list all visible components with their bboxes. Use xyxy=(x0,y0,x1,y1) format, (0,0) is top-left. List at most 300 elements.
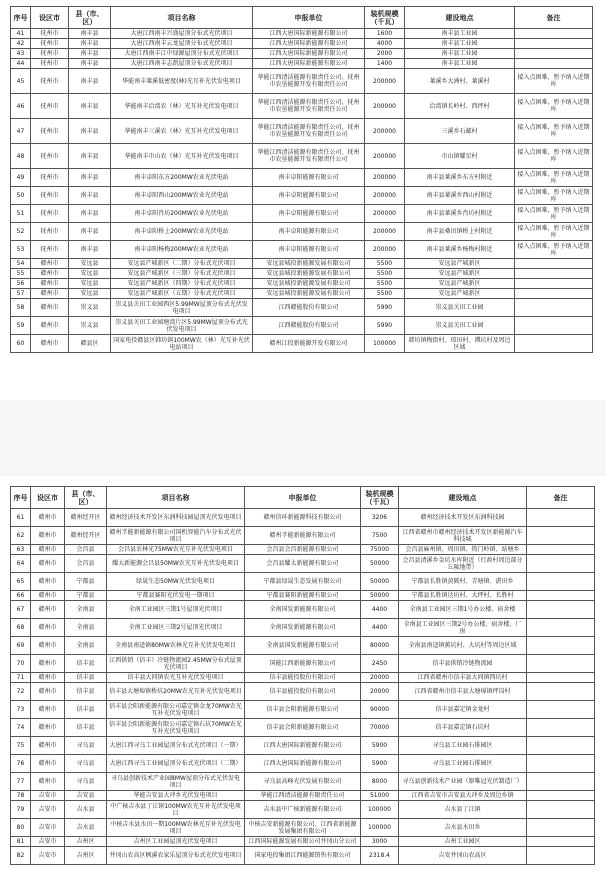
cell-remarks xyxy=(527,819,595,837)
cell-county: 全南县 xyxy=(65,601,107,619)
cell-remarks: 接入点困难，暂予纳入近期库 xyxy=(515,187,593,205)
cell-remarks xyxy=(527,791,595,801)
cell-applicant: 江西大唐国际新能源有限公司 xyxy=(253,29,365,39)
cell-remarks xyxy=(515,289,593,299)
cell-location: 安远县产城新区 xyxy=(405,289,515,299)
cell-county: 宁都县 xyxy=(65,591,107,601)
cell-city: 赣州市 xyxy=(31,279,69,289)
cell-index: 41 xyxy=(11,29,31,39)
cell-city: 赣州市 xyxy=(31,673,65,683)
cell-index: 80 xyxy=(11,819,31,837)
cell-county: 全南县 xyxy=(65,619,107,637)
header-capacity: 装机规模（千瓦） xyxy=(361,487,399,509)
cell-city: 吉安市 xyxy=(31,801,65,819)
cell-location: 崇义县关田工业园 xyxy=(405,299,515,317)
table-row xyxy=(11,555,595,573)
cell-city: 赣州市 xyxy=(31,527,65,545)
cell-remarks xyxy=(515,39,593,49)
cell-city: 吉安市 xyxy=(31,791,65,801)
cell-applicant: 全南县国发新能源有限公司 xyxy=(245,637,361,655)
cell-project-name: 信丰县会阳新能源有限公司嘉定镇金龙70MW农光互补光伏发电项目 xyxy=(107,701,245,719)
table-row xyxy=(11,573,595,591)
cell-city: 抚州市 xyxy=(31,29,69,39)
cell-remarks xyxy=(527,601,595,619)
cell-remarks xyxy=(527,673,595,683)
cell-project-name: 华能南丰洽湾农（林）光互补光伏发电项目 xyxy=(111,94,253,119)
cell-capacity: 200000 xyxy=(365,187,405,205)
cell-applicant: 国能江西新能源有限公司 xyxy=(245,655,361,673)
header-capacity: 装机规模（千瓦） xyxy=(365,7,405,29)
cell-project-name: 中广核吉水县丁江镇100MW农光互补光伏发电项目 xyxy=(107,801,245,819)
table-row xyxy=(11,241,593,259)
cell-applicant: 安远县城投新能源发展有限公司 xyxy=(253,289,365,299)
cell-city: 赣州市 xyxy=(31,335,69,353)
cell-location: 吉安井冈山农高区 xyxy=(399,847,527,865)
cell-county: 吉州区 xyxy=(65,847,107,865)
cell-city: 抚州市 xyxy=(31,169,69,187)
cell-capacity: 20000 xyxy=(361,683,399,701)
cell-project-name: 宁都县赛阳光伏发电一期项目 xyxy=(107,591,245,601)
cell-project-name: 会昌县农林光75MW农光互补光伏发电项目 xyxy=(107,545,245,555)
cell-county: 南丰县 xyxy=(69,169,111,187)
cell-location: 赣州经济技术开发区东润科技园 xyxy=(399,509,527,527)
header-city: 设区市 xyxy=(31,487,65,509)
table-row xyxy=(11,527,595,545)
cell-remarks xyxy=(515,259,593,269)
cell-applicant: 华能江西清洁能源有限责任公司、抚州市农垦能源开发有限责任公司 xyxy=(253,144,365,169)
cell-location: 江西省赣州市赣州经济技术开发区新能源汽车科技城 xyxy=(399,527,527,545)
cell-city: 赣州市 xyxy=(31,591,65,601)
table-row xyxy=(11,791,595,801)
cell-index: 45 xyxy=(11,69,31,94)
cell-project-name: 大唐江西南丰云龙屋顶分布式光伏项目 xyxy=(111,39,253,49)
cell-index: 62 xyxy=(11,527,31,545)
cell-capacity: 3000 xyxy=(361,837,399,847)
cell-capacity: 100000 xyxy=(361,801,399,819)
cell-project-name: 大唐江西寻乌工业园屋顶分布式光伏项目（一期） xyxy=(107,737,245,755)
cell-applicant: 全南国发新能源有限公司 xyxy=(245,601,361,619)
cell-remarks xyxy=(515,269,593,279)
cell-index: 75 xyxy=(11,737,31,755)
cell-applicant: 江西赣能股份有限公司 xyxy=(253,317,365,335)
cell-county: 吉安县 xyxy=(65,791,107,801)
cell-applicant: 华能江西清洁能源有限责任公司、抚州市农垦能源开发有限责任公司 xyxy=(253,94,365,119)
cell-county: 会昌县 xyxy=(65,545,107,555)
cell-city: 赣州市 xyxy=(31,637,65,655)
header-county: 县（市、区） xyxy=(69,7,111,29)
cell-city: 赣州市 xyxy=(31,299,69,317)
table-row xyxy=(11,719,595,737)
table-row xyxy=(11,49,593,59)
cell-capacity: 4400 xyxy=(361,619,399,637)
cell-project-name: 南丰卓阳东方200MW农业光伏电站 xyxy=(111,169,253,187)
cell-capacity: 200000 xyxy=(365,169,405,187)
cell-location: 莱溪乡大洲村、莱溪村 xyxy=(405,69,515,94)
cell-capacity: 5990 xyxy=(365,299,405,317)
cell-applicant: 安远县城投新能源发展有限公司 xyxy=(253,279,365,289)
cell-remarks: 接入点困难，暂予纳入近期库 xyxy=(515,241,593,259)
cell-capacity: 2318.4 xyxy=(361,847,399,865)
cell-city: 抚州市 xyxy=(31,205,69,223)
cell-capacity: 4400 xyxy=(361,601,399,619)
cell-remarks: 接入点困难，暂予纳入近期库 xyxy=(515,205,593,223)
cell-county: 信丰县 xyxy=(65,655,107,673)
cell-remarks: 接入点困难，暂予纳入近期库 xyxy=(515,223,593,241)
header-location: 建设地点 xyxy=(405,7,515,29)
cell-applicant: 中核吉安新能源有限公司、江西省新能源发展集团有限公司 xyxy=(245,819,361,837)
cell-index: 82 xyxy=(11,847,31,865)
cell-project-name: 中核吉水县水田一期100MW农林光互补光伏发电项目 xyxy=(107,819,245,837)
cell-city: 赣州市 xyxy=(31,701,65,719)
cell-county: 南丰县 xyxy=(69,69,111,94)
table-row xyxy=(11,837,595,847)
cell-county: 全南县 xyxy=(65,637,107,655)
cell-index: 43 xyxy=(11,49,31,59)
cell-index: 71 xyxy=(11,673,31,683)
cell-location: 寻乌县工业园石排园区 xyxy=(399,737,527,755)
cell-applicant: 华能江西清洁能源有限责任公司、抚州市农垦能源开发有限责任公司 xyxy=(253,119,365,144)
cell-county: 安远县 xyxy=(69,259,111,269)
cell-index: 79 xyxy=(11,801,31,819)
cell-project-name: 华能南丰莱溪低密度(林)光互补光伏发电项目 xyxy=(111,69,253,94)
cell-project-name: 大唐江西南丰江中绿源屋顶分布式光伏项目 xyxy=(111,49,253,59)
cell-location: 安远县产城新区 xyxy=(405,279,515,289)
cell-city: 赣州市 xyxy=(31,601,65,619)
cell-location: 寻乌县工业园石排园区 xyxy=(399,755,527,773)
cell-city: 赣州市 xyxy=(31,259,69,269)
cell-index: 44 xyxy=(11,59,31,69)
cell-applicant: 江西国际能源发展有限公司井冈山分公司 xyxy=(245,837,361,847)
cell-applicant: 吉水县中广核新能源有限公司 xyxy=(245,801,361,819)
cell-county: 安远县 xyxy=(69,279,111,289)
cell-county: 南丰县 xyxy=(69,94,111,119)
cell-county: 吉水县 xyxy=(65,801,107,819)
cell-project-name: 江西供销（信丰）冷链物流园2.45MW分布式屋顶光伏项目 xyxy=(107,655,245,673)
table-row xyxy=(11,701,595,719)
cell-location: 南丰县工业园 xyxy=(405,49,515,59)
cell-applicant: 江西大唐国际新能源有限公司 xyxy=(253,49,365,59)
cell-applicant: 宁都县赛阳新能源有限公司 xyxy=(245,591,361,601)
cell-project-name: 南丰卓阳西山200MW农业光伏电站 xyxy=(111,187,253,205)
cell-capacity: 200000 xyxy=(365,119,405,144)
cell-county: 会昌县 xyxy=(65,555,107,573)
cell-project-name: 安远县产城新区（四期）分布式光伏项目 xyxy=(111,279,253,289)
cell-applicant: 信丰县能投股份有限公司 xyxy=(245,673,361,683)
cell-county: 崇义县 xyxy=(69,299,111,317)
table-row xyxy=(11,655,595,673)
cell-remarks xyxy=(515,49,593,59)
cell-capacity: 50000 xyxy=(361,573,399,591)
cell-location: 全南县工业园区三期2号办公楼、宿舍楼、厂房 xyxy=(399,619,527,637)
cell-index: 67 xyxy=(11,601,31,619)
cell-applicant: 南丰卓阳能源有限公司 xyxy=(253,169,365,187)
cell-county: 南丰县 xyxy=(69,187,111,205)
cell-capacity: 200000 xyxy=(365,205,405,223)
cell-remarks xyxy=(515,299,593,317)
cell-location: 安远县产城新区 xyxy=(405,259,515,269)
cell-index: 50 xyxy=(11,187,31,205)
header-location: 建设地点 xyxy=(399,487,527,509)
cell-location: 市山镇耀星村 xyxy=(405,144,515,169)
cell-remarks xyxy=(527,719,595,737)
header-project-name: 项目名称 xyxy=(107,487,245,509)
page-gap xyxy=(0,400,606,476)
cell-location: 全南县工业园区三期1号办公楼、宿舍楼 xyxy=(399,601,527,619)
cell-county: 信丰县 xyxy=(65,683,107,701)
cell-city: 抚州市 xyxy=(31,144,69,169)
cell-location: 信丰县供销冷链物流园 xyxy=(399,655,527,673)
cell-index: 60 xyxy=(11,335,31,353)
cell-remarks xyxy=(527,619,595,637)
cell-city: 赣州市 xyxy=(31,509,65,527)
cell-location: 南丰县莱溪乡杨梅村附近 xyxy=(405,241,515,259)
cell-project-name: 信丰县会阳新能源有限公司嘉定镇石坑70MW农光互补光伏发电项目 xyxy=(107,719,245,737)
header-remarks: 备注 xyxy=(515,7,593,29)
cell-index: 69 xyxy=(11,637,31,655)
cell-index: 65 xyxy=(11,573,31,591)
cell-applicant: 信丰县会阳新能源有限公司 xyxy=(245,719,361,737)
cell-remarks xyxy=(527,773,595,791)
table-row xyxy=(11,144,593,169)
cell-capacity: 200000 xyxy=(365,69,405,94)
cell-applicant: 信丰县能投股份有限公司 xyxy=(245,683,361,701)
cell-project-name: 信丰县大塘埠镇桥坑20MW农光互补光伏发电项目 xyxy=(107,683,245,701)
cell-applicant: 江西大唐国际新能源有限公司 xyxy=(253,59,365,69)
table-row xyxy=(11,737,595,755)
cell-location: 安远县产城新区 xyxy=(405,269,515,279)
cell-county: 吉州区 xyxy=(65,837,107,847)
cell-location: 韩坊镇梅街村、琼田村、潭坑村及周边区域 xyxy=(405,335,515,353)
cell-project-name: 全南工业园区三期2号屋顶光伏项目 xyxy=(107,619,245,637)
cell-location: 宁都县长胜镇达坊村、大坪村、长胜村 xyxy=(399,591,527,601)
cell-location: 南丰县莱溪乡肖坊村附近 xyxy=(405,205,515,223)
cell-applicant: 华能江西清洁能源有限责任公司 xyxy=(245,791,361,801)
cell-remarks: 接入点困难，暂予纳入近期库 xyxy=(515,144,593,169)
cell-index: 81 xyxy=(11,837,31,847)
table-row xyxy=(11,683,595,701)
cell-capacity: 1400 xyxy=(365,59,405,69)
table-row xyxy=(11,269,593,279)
cell-index: 64 xyxy=(11,555,31,573)
cell-city: 赣州市 xyxy=(31,655,65,673)
table-row xyxy=(11,673,595,683)
cell-remarks: 接入点困难，暂予纳入近期库 xyxy=(515,169,593,187)
cell-index: 52 xyxy=(11,223,31,241)
cell-remarks xyxy=(527,737,595,755)
table-row xyxy=(11,819,595,837)
cell-project-name: 大唐江西南丰志凯屋顶分布式光伏项目 xyxy=(111,59,253,69)
cell-index: 48 xyxy=(11,144,31,169)
cell-location: 会昌县麻州镇、周田镇、筠门岭镇、站塘乡 xyxy=(399,545,527,555)
cell-capacity: 200000 xyxy=(365,241,405,259)
cell-project-name: 寻乌县创新技术产业园8MW屋顶分布式光伏发电项目 xyxy=(107,773,245,791)
cell-remarks xyxy=(527,555,595,573)
cell-capacity: 20000 xyxy=(361,673,399,683)
table-row xyxy=(11,847,595,865)
cell-capacity: 5900 xyxy=(361,737,399,755)
cell-index: 68 xyxy=(11,619,31,637)
cell-remarks xyxy=(527,683,595,701)
cell-county: 南丰县 xyxy=(69,223,111,241)
cell-capacity: 5990 xyxy=(365,317,405,335)
cell-index: 58 xyxy=(11,299,31,317)
cell-applicant: 全南国发新能源有限公司 xyxy=(245,619,361,637)
table-header-row xyxy=(11,487,595,509)
cell-location: 信丰县嘉定镇石坑村 xyxy=(399,719,527,737)
cell-county: 寻乌县 xyxy=(65,755,107,773)
table-row xyxy=(11,591,595,601)
cell-applicant: 南丰卓阳能源有限公司 xyxy=(253,205,365,223)
cell-applicant: 国家电投集团江西能源销售有限公司 xyxy=(245,847,361,865)
cell-city: 吉安市 xyxy=(31,819,65,837)
cell-county: 吉水县 xyxy=(65,819,107,837)
cell-index: 55 xyxy=(11,269,31,279)
cell-index: 54 xyxy=(11,259,31,269)
cell-project-name: 安远县产城新区（三期）分布式光伏项目 xyxy=(111,269,253,279)
cell-capacity: 2000 xyxy=(365,49,405,59)
cell-applicant: 寻乌县高峰光伏发展有限公司 xyxy=(245,773,361,791)
cell-county: 赣州经开区 xyxy=(65,527,107,545)
cell-location: 洽湾镇长岭村、西坪村 xyxy=(405,94,515,119)
cell-city: 抚州市 xyxy=(31,223,69,241)
cell-location: 信丰县嘉定镇金龙村 xyxy=(399,701,527,719)
cell-capacity: 75000 xyxy=(361,545,399,555)
table-row xyxy=(11,289,593,299)
cell-project-name: 南丰卓阳杨梅200MW农业光伏电站 xyxy=(111,241,253,259)
cell-index: 73 xyxy=(11,701,31,719)
cell-applicant: 赣州信环新能源科技有限公司 xyxy=(245,509,361,527)
cell-remarks xyxy=(515,279,593,289)
cell-city: 抚州市 xyxy=(31,59,69,69)
cell-index: 49 xyxy=(11,169,31,187)
cell-project-name: 耀太新能源会昌县50MW农光互补光伏发电项目 xyxy=(107,555,245,573)
cell-applicant: 宁都县绿晟生态发展有限公司 xyxy=(245,573,361,591)
table-row xyxy=(11,187,593,205)
cell-city: 抚州市 xyxy=(31,69,69,94)
cell-county: 安远县 xyxy=(69,289,111,299)
cell-remarks xyxy=(527,637,595,655)
cell-remarks xyxy=(527,701,595,719)
cell-county: 南丰县 xyxy=(69,59,111,69)
cell-county: 寻乌县 xyxy=(65,737,107,755)
cell-county: 南丰县 xyxy=(69,144,111,169)
cell-project-name: 安远县产城新区（五期）分布式光伏项目 xyxy=(111,289,253,299)
cell-project-name: 绿晟生态50MW光伏发电项目 xyxy=(107,573,245,591)
table-row xyxy=(11,335,593,353)
cell-capacity: 8000 xyxy=(361,773,399,791)
cell-location: 江西省赣州市信丰县大同镇西坑村 xyxy=(399,673,527,683)
table-row xyxy=(11,69,593,94)
cell-project-name: 大唐江西南丰兴盛屋顶分布式光伏项目 xyxy=(111,29,253,39)
cell-capacity: 100000 xyxy=(361,819,399,837)
cell-index: 66 xyxy=(11,591,31,601)
table-header-row xyxy=(11,7,593,29)
cell-remarks xyxy=(515,29,593,39)
cell-city: 抚州市 xyxy=(31,94,69,119)
cell-capacity: 7500 xyxy=(361,527,399,545)
cell-remarks xyxy=(527,591,595,601)
cell-city: 吉安市 xyxy=(31,847,65,865)
table-row xyxy=(11,169,593,187)
cell-index: 42 xyxy=(11,39,31,49)
cell-index: 47 xyxy=(11,119,31,144)
cell-location: 崇义县关田工业园 xyxy=(405,317,515,335)
cell-city: 抚州市 xyxy=(31,241,69,259)
cell-applicant: 江西赣能股份有限公司 xyxy=(253,299,365,317)
cell-city: 赣州市 xyxy=(31,719,65,737)
cell-index: 74 xyxy=(11,719,31,737)
cell-capacity: 5500 xyxy=(365,279,405,289)
cell-remarks xyxy=(527,527,595,545)
cell-project-name: 赣州经济技术开发区东润科技园屋顶光伏发电项目 xyxy=(107,509,245,527)
cell-index: 76 xyxy=(11,755,31,773)
cell-applicant: 信丰县会阳新能源有限公司 xyxy=(245,701,361,719)
cell-location: 南丰县工业园 xyxy=(405,39,515,49)
table-row xyxy=(11,29,593,39)
cell-capacity: 3206 xyxy=(361,509,399,527)
table-row xyxy=(11,59,593,69)
cell-city: 赣州市 xyxy=(31,555,65,573)
table-row xyxy=(11,259,593,269)
cell-index: 59 xyxy=(11,317,31,335)
cell-applicant: 赣州江投新能源开发有限公司 xyxy=(253,335,365,353)
cell-project-name: 安远县产城新区（二期）分布式光伏项目 xyxy=(111,259,253,269)
cell-city: 抚州市 xyxy=(31,39,69,49)
cell-remarks xyxy=(527,545,595,555)
cell-location: 会昌县清溪乡金坑水库附近（行政村周边部分丘陵地带） xyxy=(399,555,527,573)
cell-remarks xyxy=(515,317,593,335)
table-row xyxy=(11,755,595,773)
cell-applicant: 会昌县耀太新能源有限公司 xyxy=(245,555,361,573)
cell-county: 南丰县 xyxy=(69,39,111,49)
cell-project-name: 全南县南迳镇80MW农林光互补光伏发电项目 xyxy=(107,637,245,655)
cell-applicant: 江西大唐国际新能源有限公司 xyxy=(245,755,361,773)
cell-project-name: 华能南丰三溪农（林）光互补光伏发电项目 xyxy=(111,119,253,144)
cell-index: 72 xyxy=(11,683,31,701)
cell-county: 南丰县 xyxy=(69,241,111,259)
cell-county: 赣县区 xyxy=(69,335,111,353)
cell-remarks: 接入点困难，暂予纳入近期库 xyxy=(515,94,593,119)
header-applicant: 申报单位 xyxy=(245,487,361,509)
cell-index: 57 xyxy=(11,289,31,299)
cell-index: 78 xyxy=(11,791,31,801)
cell-index: 46 xyxy=(11,94,31,119)
table-row xyxy=(11,299,593,317)
cell-location: 宁都县长胜镇黄陂村、青塘镇、湛田乡 xyxy=(399,573,527,591)
cell-remarks xyxy=(527,755,595,773)
cell-index: 63 xyxy=(11,545,31,555)
cell-location: 吉水县丁江镇 xyxy=(399,801,527,819)
cell-county: 信丰县 xyxy=(65,701,107,719)
cell-applicant: 南丰卓阳能源有限公司 xyxy=(253,241,365,259)
cell-county: 崇义县 xyxy=(69,317,111,335)
cell-county: 赣州经开区 xyxy=(65,509,107,527)
header-county: 县（市、区） xyxy=(65,487,107,509)
cell-applicant: 安远县城投新能源发展有限公司 xyxy=(253,259,365,269)
cell-capacity: 50000 xyxy=(361,591,399,601)
table-page-2 xyxy=(0,476,606,872)
cell-capacity: 90000 xyxy=(361,701,399,719)
cell-project-name: 赣州孚能新能源有限公司国机智能汽车分布式光伏项目 xyxy=(107,527,245,545)
cell-county: 南丰县 xyxy=(69,49,111,59)
cell-capacity: 1600 xyxy=(365,29,405,39)
header-applicant: 申报单位 xyxy=(253,7,365,29)
table-row xyxy=(11,601,595,619)
cell-capacity: 5500 xyxy=(365,259,405,269)
header-remarks: 备注 xyxy=(527,487,595,509)
header-index: 序号 xyxy=(11,487,31,509)
cell-applicant: 江西大唐国际新能源有限公司 xyxy=(245,737,361,755)
